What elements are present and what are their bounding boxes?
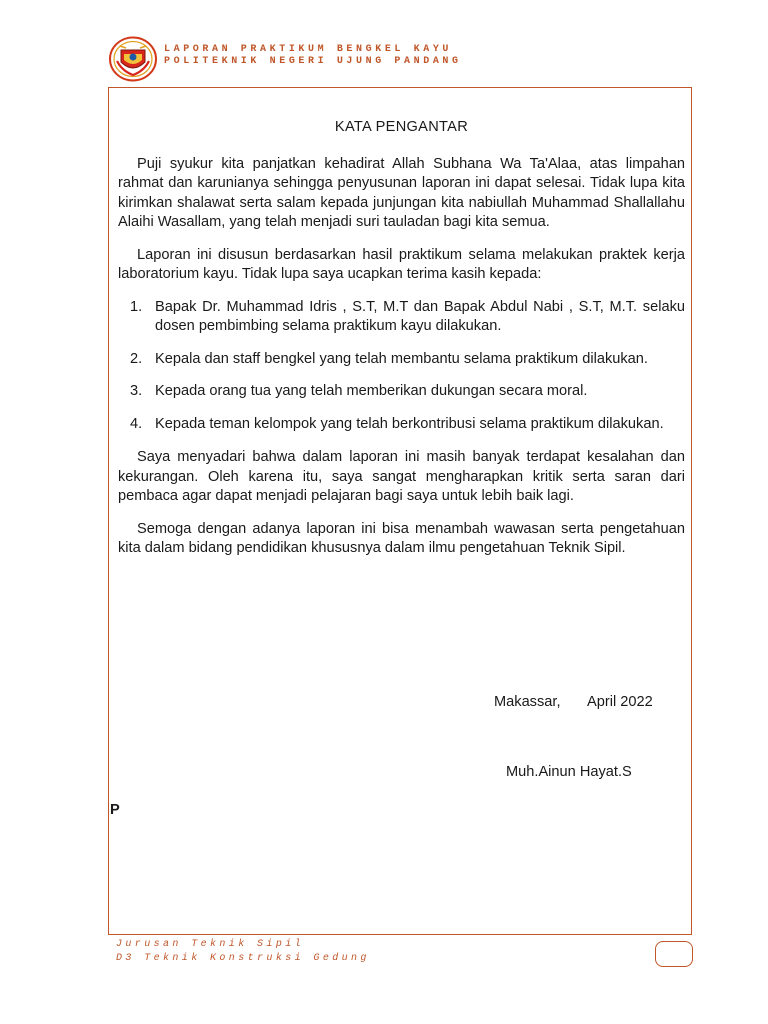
header-institution: POLITEKNIK NEGERI UJUNG PANDANG — [164, 56, 462, 67]
list-item — [118, 298, 685, 337]
list-item-number: 2. — [130, 350, 143, 367]
intro-paragraph: Puji syukur kita panjatkan kehadirat Allah Subhana Wa Ta'Alaa, atas limpahan rahmat dan karunianya sehingga penyusunan laporan ini dapat selesai. Tidak lupa kita kirimkan shalawat serta salam kepada junjungan kita nabiullah Muhammad Shallallahu Alaihi Wasallam, yang telah menjadi suri tauladan bagi kita semua. — [118, 155, 685, 230]
list-item — [118, 415, 685, 435]
footer-program: D3 Teknik Konstruksi Gedung — [116, 953, 370, 964]
page-title: KATA PENGANTAR — [334, 119, 469, 135]
place-label: Makassar, — [494, 694, 561, 710]
date-label: April 2022 — [587, 694, 653, 710]
footer-department: Jurusan Teknik Sipil — [116, 939, 305, 950]
purpose-paragraph: Laporan ini disusun berdasarkan hasil praktikum selama melakukan praktek kerja laboratorium kayu. Tidak lupa saya ucapkan terima kasih kepada: — [118, 246, 685, 282]
page-number-box — [655, 941, 693, 967]
list-item-number: 3. — [130, 383, 143, 399]
acknowledgement-list — [118, 298, 685, 435]
list-item — [118, 350, 685, 370]
header-title: LAPORAN PRAKTIKUM BENGKEL KAYU — [164, 44, 453, 55]
hope-paragraph: Semoga dengan adanya laporan ini bisa menambah wawasan serta pengetahuan kita dalam bidang pendidikan khususnya dalam ilmu pengetahuan Teknik Sipil. — [118, 520, 685, 556]
stray-character: P — [110, 802, 120, 818]
list-item-number: 1. — [130, 298, 143, 315]
apology-paragraph: Saya menyadari bahwa dalam laporan ini masih banyak terdapat kesalahan dan kekurangan. Oleh karena itu, saya sangat mengharapkan kritik serta saran dari pembaca agar dapat menjadi pelajaran bagi saya untuk lebih baik lagi. — [118, 449, 685, 504]
list-item — [118, 382, 685, 402]
list-item-text: Kepala dan staff bengkel yang telah membantu selama praktikum dilakukan. — [155, 350, 648, 367]
institution-logo-icon — [108, 36, 158, 82]
signer-name: Muh.Ainun Hayat.S — [506, 764, 632, 780]
list-item-number: 4. — [130, 415, 143, 432]
list-item-text: Kepada orang tua yang telah memberikan dukungan secara moral. — [155, 383, 588, 399]
place-date — [494, 694, 653, 710]
list-item-text: Kepada teman kelompok yang telah berkontribusi selama praktikum dilakukan. — [155, 415, 664, 432]
document-body — [118, 118, 685, 572]
list-item-text: Bapak Dr. Muhammad Idris , S.T, M.T dan Bapak Abdul Nabi , S.T, M.T. selaku dosen pembimbing selama praktikum kayu dilakukan. — [155, 298, 685, 334]
